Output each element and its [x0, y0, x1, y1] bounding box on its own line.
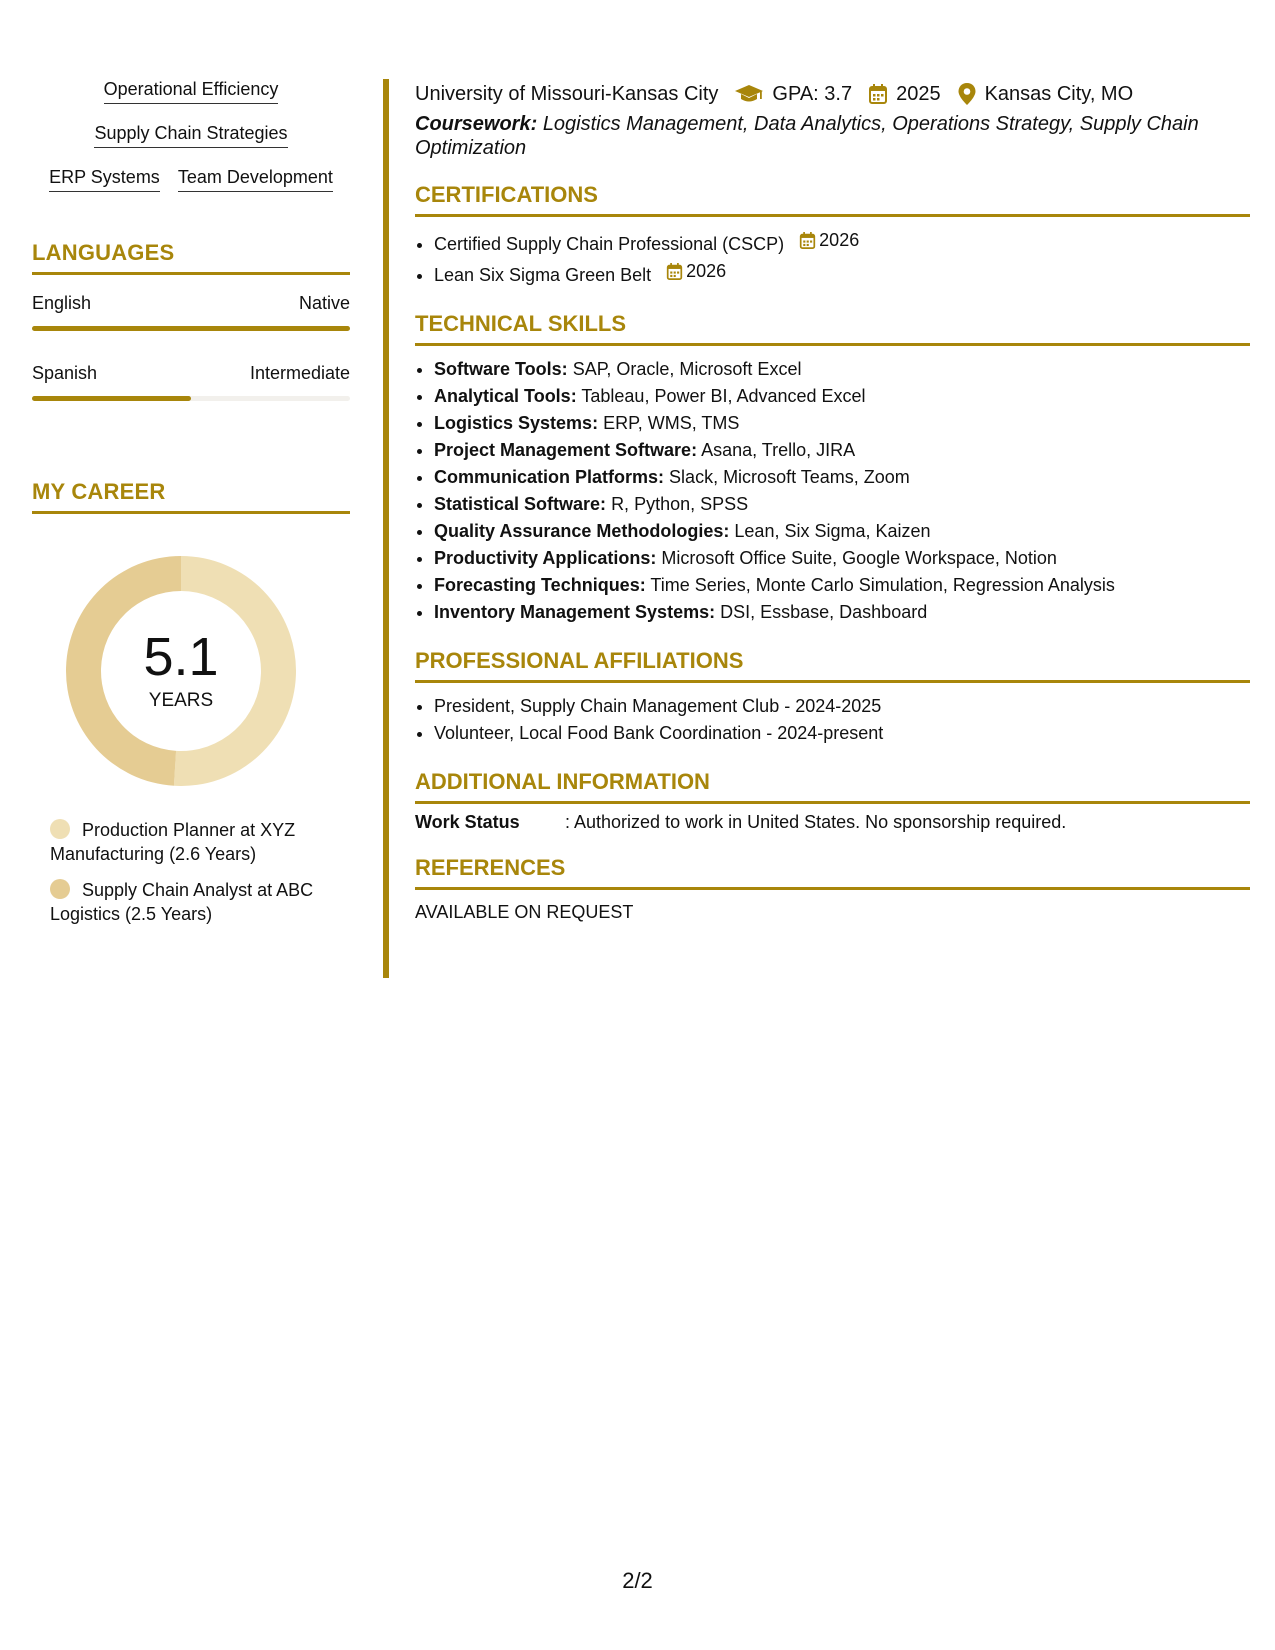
calendar-icon	[868, 83, 888, 105]
graduation-cap-icon	[734, 83, 764, 105]
career-donut-chart	[66, 556, 296, 786]
certification-name: Lean Six Sigma Green Belt	[434, 265, 652, 285]
skill-label: Productivity Applications:	[434, 548, 657, 568]
skill-item	[434, 518, 1250, 545]
affiliation-item: • Volunteer, Local Food Bank Coordination - 2024-present	[434, 720, 1250, 747]
skill-value: DSI, Essbase, Dashboard	[720, 602, 928, 622]
skill-value: Tableau, Power BI, Advanced Excel	[581, 386, 866, 406]
skill-item	[434, 437, 1250, 464]
skill-label: Statistical Software:	[434, 494, 607, 514]
work-status-value: : Authorized to work in United States. No sponsorship required.	[565, 812, 1067, 832]
graduation-year: 2025	[896, 82, 941, 105]
right-column	[415, 82, 1250, 923]
language-bar-fill	[32, 326, 350, 331]
skill-tag: ERP Systems	[49, 166, 160, 192]
skill-item	[434, 545, 1250, 572]
gpa: GPA: 3.7	[772, 82, 853, 105]
language-name: Spanish	[32, 363, 98, 383]
technical-skills-heading: TECHNICAL SKILLS	[415, 311, 1250, 346]
certification-year: 2026	[819, 230, 860, 250]
school-name: University of Missouri-Kansas City	[415, 82, 719, 105]
career-total-unit: YEARS	[148, 690, 214, 711]
skill-item	[434, 356, 1250, 383]
certification-year: 2026	[686, 261, 727, 281]
page-number: 2/2	[622, 1568, 653, 1593]
skill-value: Lean, Six Sigma, Kaizen	[734, 521, 931, 541]
skill-tag: Operational Efficiency	[104, 78, 279, 104]
calendar-icon	[799, 231, 816, 250]
work-status-row	[415, 812, 1250, 833]
certification-item	[434, 258, 1250, 289]
skills-row	[32, 166, 350, 192]
language-item	[32, 293, 350, 331]
skill-value: Asana, Trello, JIRA	[701, 440, 856, 460]
career-legend-item	[50, 878, 350, 926]
coursework-label: Coursework:	[415, 113, 538, 135]
skill-label: Logistics Systems:	[434, 413, 599, 433]
education-line	[415, 82, 1250, 106]
skill-label: Analytical Tools:	[434, 386, 577, 406]
skill-item	[434, 464, 1250, 491]
legend-label: Production Planner at XYZ Manufacturing (2.6 Years)	[50, 820, 296, 864]
left-column	[32, 78, 350, 938]
legend-label: Supply Chain Analyst at ABC Logistics (2.5 Years)	[50, 880, 314, 924]
coursework	[415, 112, 1250, 160]
certification-name: Certified Supply Chain Professional (CSCP)	[434, 234, 785, 254]
skill-item	[434, 572, 1250, 599]
skill-label: Inventory Management Systems:	[434, 602, 716, 622]
legend-dot	[50, 879, 70, 899]
skill-item	[434, 599, 1250, 626]
affiliations-list	[415, 693, 1250, 747]
work-status-label: Work Status	[415, 812, 520, 832]
language-bar	[32, 396, 350, 401]
references-text: AVAILABLE ON REQUEST	[415, 902, 634, 922]
calendar-icon	[666, 262, 683, 281]
skill-label: Software Tools:	[434, 359, 568, 379]
technical-skills-list	[415, 356, 1250, 626]
certifications-heading: CERTIFICATIONS	[415, 182, 1250, 217]
school-location: Kansas City, MO	[984, 82, 1134, 105]
affiliation-item: • President, Supply Chain Management Club - 2024-2025	[434, 693, 1250, 720]
location-pin-icon	[957, 82, 977, 106]
language-level: Native	[298, 293, 350, 313]
certification-item	[434, 227, 1250, 258]
skill-item	[434, 410, 1250, 437]
career-heading: MY CAREER	[32, 479, 350, 514]
skill-label: Project Management Software:	[434, 440, 698, 460]
coursework-list: Logistics Management, Data Analytics, Operations Strategy, Supply Chain Optimization	[415, 113, 1199, 159]
additional-info-heading: ADDITIONAL INFORMATION	[415, 769, 1250, 804]
column-divider	[383, 79, 389, 978]
certifications-list	[415, 227, 1250, 289]
languages-heading: LANGUAGES	[32, 240, 350, 275]
skill-item	[434, 491, 1250, 518]
affiliations-heading: PROFESSIONAL AFFILIATIONS	[415, 648, 1250, 683]
skills-row	[32, 78, 350, 104]
skill-label: Communication Platforms:	[434, 467, 665, 487]
skill-item	[434, 383, 1250, 410]
language-bar	[32, 326, 350, 331]
language-level: Intermediate	[249, 363, 350, 383]
skill-tag: Supply Chain Strategies	[94, 122, 287, 148]
career-legend-item	[50, 818, 350, 866]
legend-dot	[50, 819, 70, 839]
career-legend	[32, 818, 350, 926]
skill-label: Quality Assurance Methodologies:	[434, 521, 730, 541]
skill-value: SAP, Oracle, Microsoft Excel	[572, 359, 802, 379]
skill-value: Microsoft Office Suite, Google Workspace, Notion	[661, 548, 1057, 568]
skill-label: Forecasting Techniques:	[434, 575, 646, 595]
language-bar-fill	[32, 396, 191, 401]
language-name: English	[32, 293, 92, 313]
skill-value: ERP, WMS, TMS	[603, 413, 740, 433]
skill-value: Slack, Microsoft Teams, Zoom	[669, 467, 910, 487]
skills-row	[32, 122, 350, 148]
skill-value: R, Python, SPSS	[611, 494, 749, 514]
skill-tag: Team Development	[178, 166, 333, 192]
references-heading: REFERENCES	[415, 855, 1250, 890]
language-item	[32, 363, 350, 401]
career-total-years: 5.1	[143, 627, 219, 687]
skill-value: Time Series, Monte Carlo Simulation, Regression Analysis	[650, 575, 1115, 595]
